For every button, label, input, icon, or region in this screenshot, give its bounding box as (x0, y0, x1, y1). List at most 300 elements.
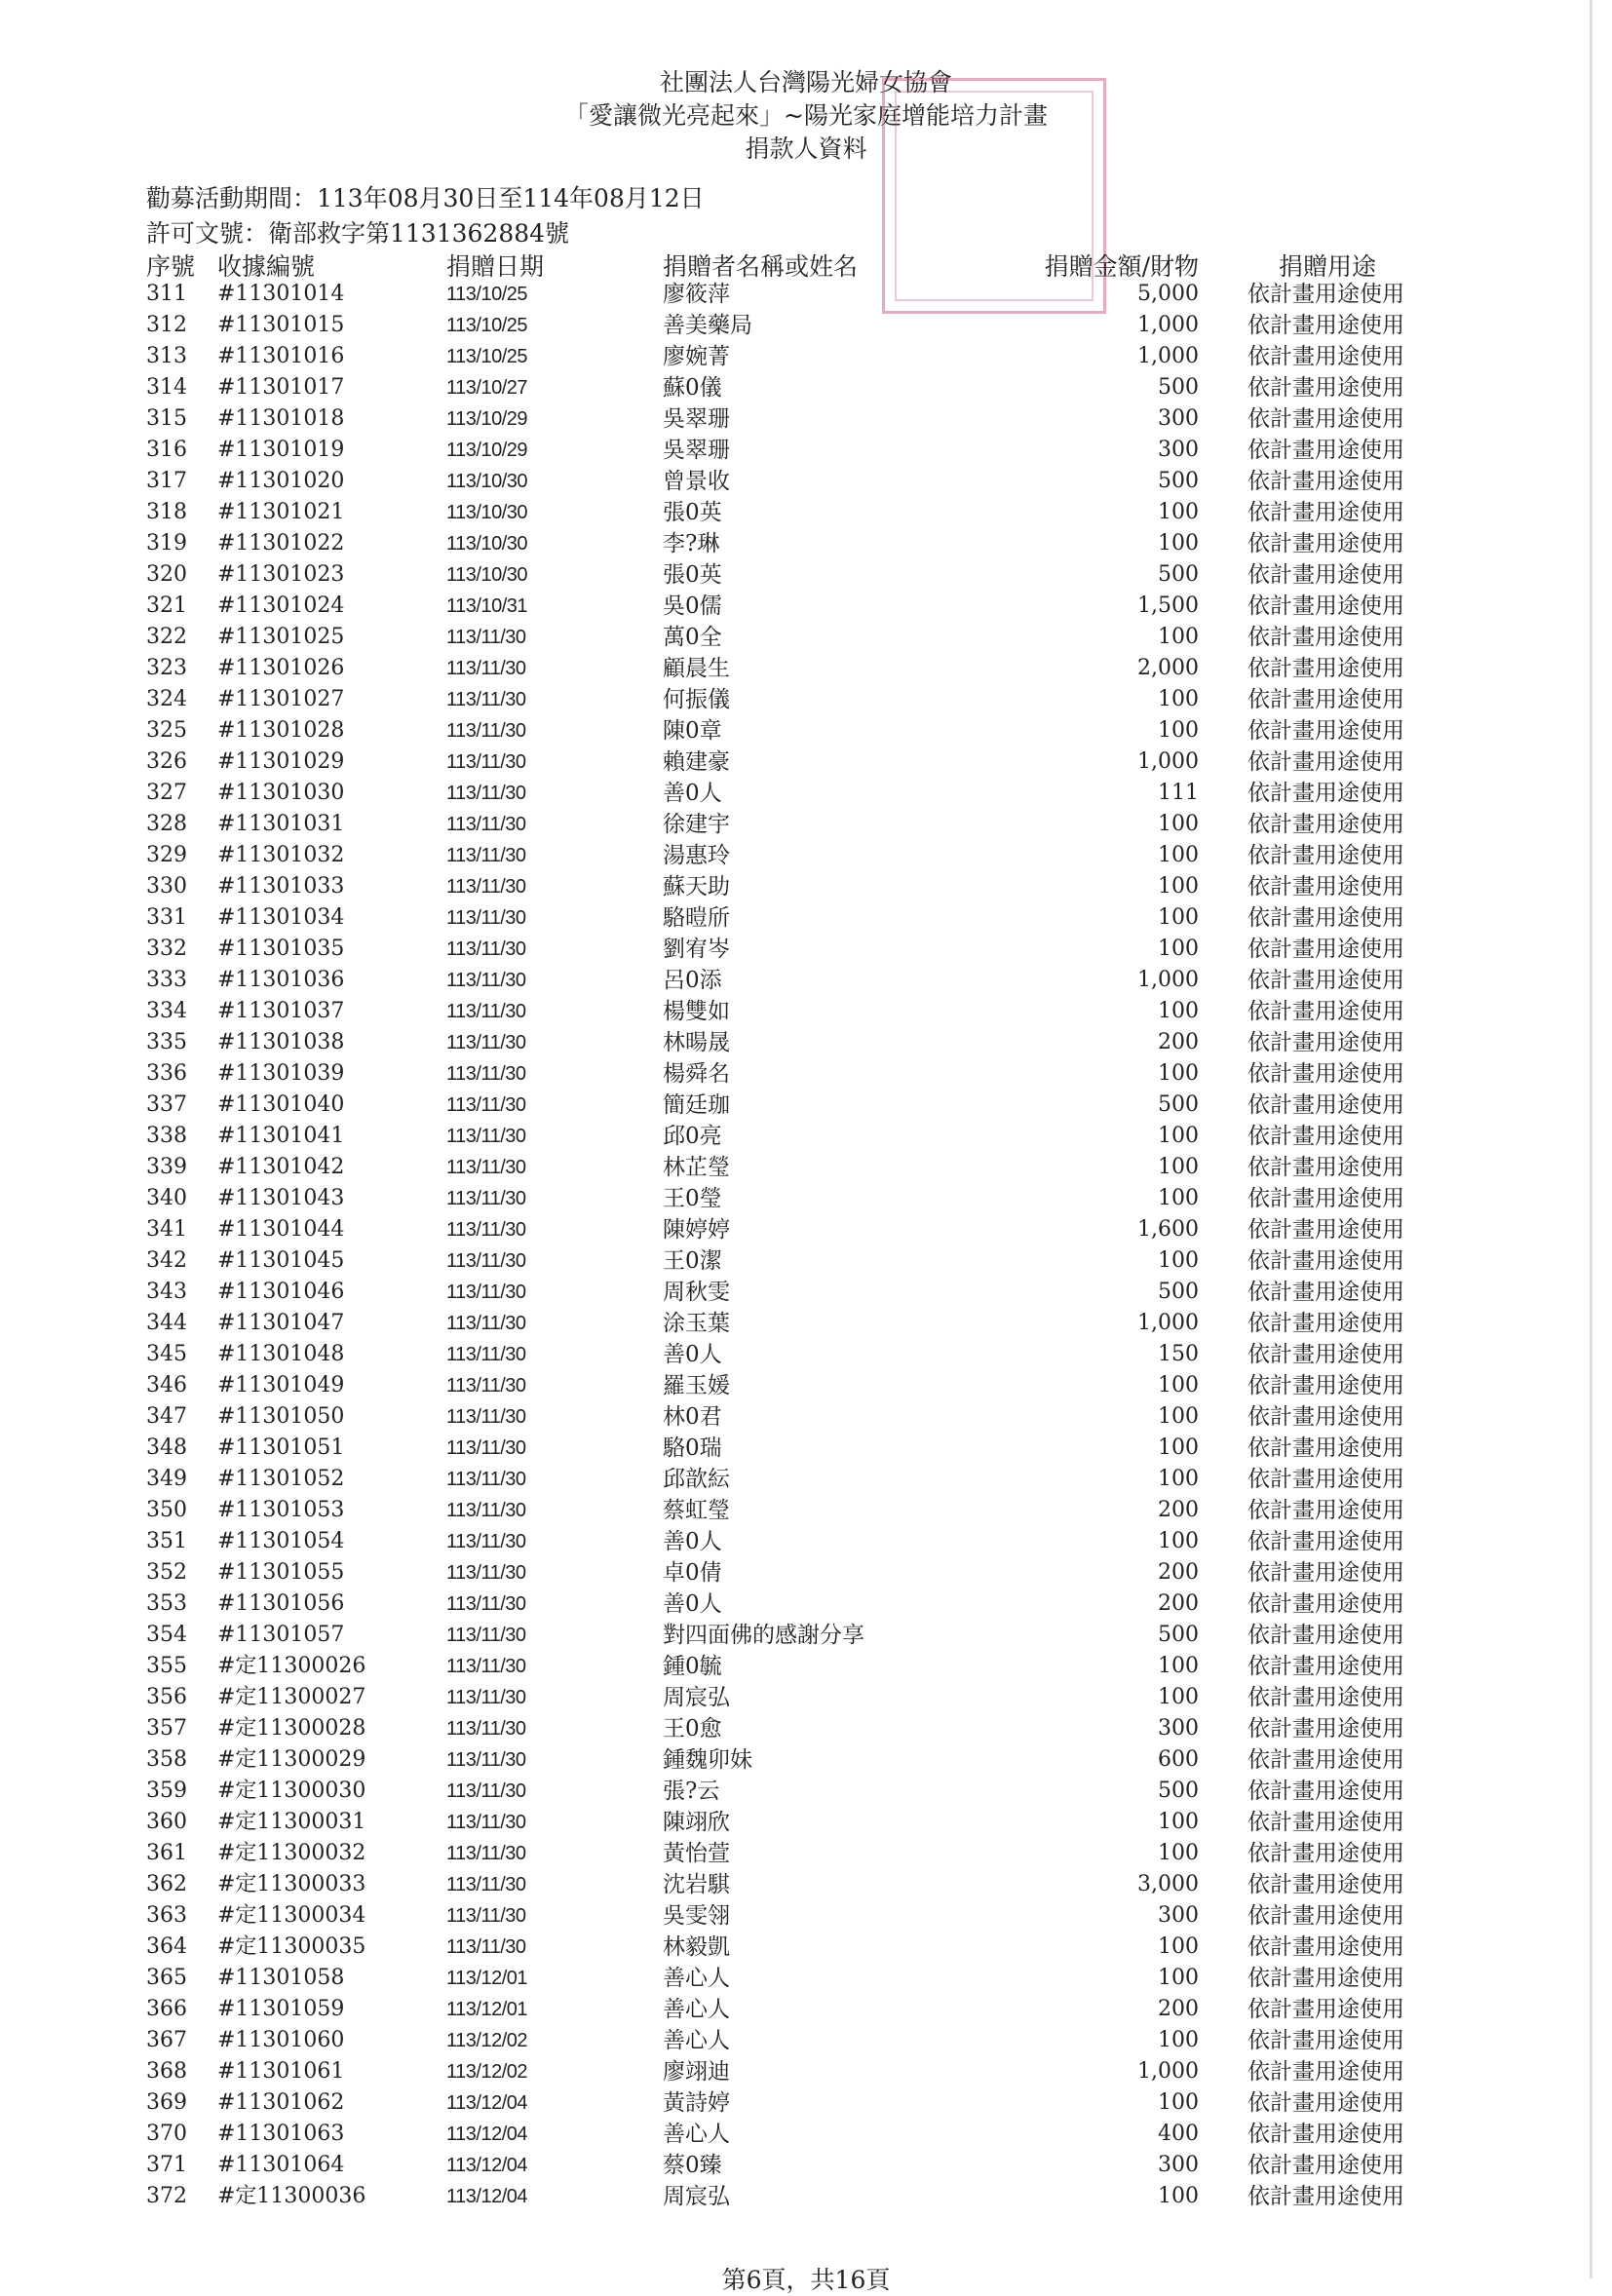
row-seq: 348 (146, 1435, 187, 1460)
table-row (0, 466, 1612, 497)
row-seq: 351 (146, 1529, 187, 1553)
row-purpose: 依計畫用途使用 (1247, 1435, 1404, 1461)
row-receipt: #11301015 (217, 313, 345, 337)
row-purpose: 依計畫用途使用 (1247, 469, 1404, 494)
row-purpose: 依計畫用途使用 (1247, 531, 1404, 556)
row-seq: 343 (146, 1280, 187, 1304)
row-donor: 羅玉媛 (663, 1373, 730, 1398)
row-donor: 王0愈 (663, 1716, 722, 1741)
table-row (0, 1308, 1612, 1339)
row-seq: 356 (146, 1685, 187, 1709)
row-receipt: #11301063 (217, 2122, 345, 2146)
table-row (0, 1401, 1612, 1433)
row-donor: 萬0全 (663, 625, 722, 650)
row-amount: 100 (1158, 843, 1199, 867)
row-date: 113/12/02 (446, 2030, 527, 2051)
row-date: 113/10/30 (446, 502, 527, 523)
row-amount: 100 (1158, 1186, 1199, 1210)
row-donor: 善心人 (663, 2028, 730, 2053)
row-amount: 100 (1158, 1248, 1199, 1273)
row-donor: 陳翊欣 (663, 1810, 730, 1835)
row-amount: 5,000 (1137, 282, 1199, 306)
row-date: 113/12/01 (446, 1968, 527, 1989)
row-donor: 蘇0儀 (663, 375, 722, 401)
row-donor: 善0人 (663, 781, 722, 806)
row-donor: 沈岩騏 (663, 1872, 730, 1897)
row-amount: 100 (1158, 1404, 1199, 1429)
row-amount: 100 (1158, 1061, 1199, 1086)
row-amount: 100 (1158, 812, 1199, 836)
row-date: 113/11/30 (446, 1032, 526, 1053)
row-receipt: #11301031 (217, 812, 345, 836)
row-donor: 對四面佛的感謝分享 (663, 1623, 864, 1648)
row-purpose: 依計畫用途使用 (1247, 1779, 1404, 1804)
row-purpose: 依計畫用途使用 (1247, 1591, 1404, 1617)
row-date: 113/11/30 (446, 938, 526, 960)
row-date: 113/11/30 (446, 1562, 526, 1584)
row-seq: 320 (146, 562, 187, 587)
row-amount: 500 (1158, 469, 1199, 493)
row-amount: 3,000 (1137, 1872, 1199, 1896)
row-seq: 328 (146, 812, 187, 836)
row-purpose: 依計畫用途使用 (1247, 905, 1404, 931)
table-row (0, 778, 1612, 809)
row-donor: 林毅凱 (663, 1934, 730, 1960)
row-seq: 367 (146, 2028, 187, 2052)
row-purpose: 依計畫用途使用 (1247, 1529, 1404, 1554)
row-receipt: #11301037 (217, 999, 345, 1023)
row-seq: 360 (146, 1810, 187, 1834)
row-date: 113/11/30 (446, 1656, 526, 1677)
row-receipt: #11301052 (217, 1467, 345, 1491)
row-donor: 何振儀 (663, 687, 730, 712)
row-date: 113/12/02 (446, 2061, 527, 2083)
row-receipt: #11301053 (217, 1498, 345, 1522)
row-seq: 329 (146, 843, 187, 867)
row-seq: 334 (146, 999, 187, 1023)
row-donor: 呂0添 (663, 968, 722, 993)
row-purpose: 依計畫用途使用 (1247, 1467, 1404, 1492)
row-seq: 342 (146, 1248, 187, 1273)
table-row (0, 1058, 1612, 1090)
row-date: 113/11/30 (446, 1344, 526, 1365)
table-row (0, 622, 1612, 653)
row-purpose: 依計畫用途使用 (1247, 344, 1404, 369)
row-purpose: 依計畫用途使用 (1247, 968, 1404, 993)
row-date: 113/10/30 (446, 564, 527, 586)
table-row (0, 1557, 1612, 1588)
row-donor: 蔡虹瑩 (663, 1498, 730, 1523)
row-amount: 100 (1158, 1467, 1199, 1491)
table-row (0, 372, 1612, 403)
table-row (0, 1152, 1612, 1183)
row-purpose: 依計畫用途使用 (1247, 1747, 1404, 1773)
row-purpose: 依計畫用途使用 (1247, 1623, 1404, 1648)
row-seq: 318 (146, 500, 187, 524)
table-row (0, 715, 1612, 746)
row-amount: 300 (1158, 438, 1199, 462)
row-amount: 100 (1158, 1435, 1199, 1460)
row-date: 113/11/30 (446, 814, 526, 835)
row-date: 113/11/30 (446, 1063, 526, 1085)
row-purpose: 依計畫用途使用 (1247, 562, 1404, 588)
table-row (0, 1277, 1612, 1308)
row-seq: 371 (146, 2153, 187, 2177)
row-amount: 100 (1158, 500, 1199, 524)
row-date: 113/11/30 (446, 970, 526, 991)
row-date: 113/11/30 (446, 1406, 526, 1428)
table-row (0, 341, 1612, 372)
row-purpose: 依計畫用途使用 (1247, 1373, 1404, 1398)
row-amount: 1,500 (1137, 593, 1199, 618)
header-donor: 捐贈者名稱或姓名 (663, 252, 859, 281)
row-amount: 500 (1158, 562, 1199, 587)
row-donor: 賴建豪 (663, 749, 730, 775)
row-seq: 355 (146, 1654, 187, 1678)
table-row (0, 1495, 1612, 1526)
row-date: 113/11/30 (446, 1437, 526, 1459)
row-purpose: 依計畫用途使用 (1247, 1217, 1404, 1243)
row-seq: 341 (146, 1217, 187, 1242)
row-date: 113/12/04 (446, 2186, 527, 2207)
table-row (0, 871, 1612, 902)
row-seq: 347 (146, 1404, 187, 1429)
row-receipt: #11301050 (217, 1404, 345, 1429)
row-seq: 324 (146, 687, 187, 711)
row-donor: 徐建宇 (663, 812, 730, 837)
row-donor: 楊雙如 (663, 999, 730, 1024)
row-amount: 1,600 (1137, 1217, 1199, 1242)
row-purpose: 依計畫用途使用 (1247, 1810, 1404, 1835)
row-seq: 350 (146, 1498, 187, 1522)
row-purpose: 依計畫用途使用 (1247, 718, 1404, 744)
row-seq: 345 (146, 1342, 187, 1366)
row-purpose: 依計畫用途使用 (1247, 1186, 1404, 1211)
row-seq: 358 (146, 1747, 187, 1772)
row-amount: 100 (1158, 1155, 1199, 1179)
row-date: 113/10/31 (446, 595, 527, 617)
row-receipt: #定11300031 (217, 1810, 366, 1834)
row-seq: 313 (146, 344, 187, 368)
row-seq: 370 (146, 2122, 187, 2146)
row-receipt: #11301054 (217, 1529, 345, 1553)
row-receipt: #11301044 (217, 1217, 345, 1242)
table-row (0, 684, 1612, 715)
table-row (0, 1526, 1612, 1557)
table-row (0, 1682, 1612, 1713)
row-date: 113/11/30 (446, 783, 526, 804)
row-receipt: #11301056 (217, 1591, 345, 1616)
org-name: 社團法人台灣陽光婦女協會 (659, 68, 952, 96)
row-receipt: #11301048 (217, 1342, 345, 1366)
row-receipt: #11301016 (217, 344, 345, 368)
row-donor: 蘇天助 (663, 874, 730, 899)
row-receipt: #11301060 (217, 2028, 345, 2052)
row-purpose: 依計畫用途使用 (1247, 438, 1404, 463)
row-donor: 王0瑩 (663, 1186, 722, 1211)
row-receipt: #11301059 (217, 1997, 345, 2021)
row-date: 113/11/30 (446, 1469, 526, 1490)
row-amount: 100 (1158, 1810, 1199, 1834)
row-amount: 100 (1158, 687, 1199, 711)
row-seq: 337 (146, 1092, 187, 1117)
table-row (0, 809, 1612, 840)
row-receipt: #定11300030 (217, 1779, 366, 1803)
table-row (0, 1807, 1612, 1838)
row-date: 113/11/30 (446, 845, 526, 866)
row-purpose: 依計畫用途使用 (1247, 1092, 1404, 1118)
row-donor: 林0君 (663, 1404, 722, 1430)
row-purpose: 依計畫用途使用 (1247, 1311, 1404, 1336)
row-purpose: 依計畫用途使用 (1247, 2090, 1404, 2116)
row-date: 113/11/30 (446, 1250, 526, 1272)
table-row (0, 528, 1612, 559)
row-receipt: #11301058 (217, 1966, 345, 1990)
row-receipt: #11301062 (217, 2090, 345, 2115)
table-row (0, 1994, 1612, 2025)
row-date: 113/11/30 (446, 1219, 526, 1241)
row-donor: 張0英 (663, 562, 722, 588)
row-amount: 150 (1158, 1342, 1199, 1366)
row-seq: 333 (146, 968, 187, 992)
table-row (0, 2181, 1612, 2212)
row-donor: 周宸弘 (663, 1685, 730, 1710)
row-date: 113/11/30 (446, 689, 526, 710)
row-donor: 廖筱萍 (663, 282, 730, 307)
row-purpose: 依計畫用途使用 (1247, 781, 1404, 806)
row-date: 113/12/01 (446, 1999, 527, 2020)
row-purpose: 依計畫用途使用 (1247, 1155, 1404, 1180)
row-receipt: #11301057 (217, 1623, 345, 1647)
row-receipt: #11301046 (217, 1280, 345, 1304)
row-seq: 372 (146, 2184, 187, 2208)
row-purpose: 依計畫用途使用 (1247, 500, 1404, 525)
row-receipt: #11301049 (217, 1373, 345, 1397)
row-amount: 100 (1158, 1654, 1199, 1678)
table-row (0, 1620, 1612, 1651)
table-row (0, 2087, 1612, 2119)
row-date: 113/11/30 (446, 751, 526, 773)
row-purpose: 依計畫用途使用 (1247, 1342, 1404, 1367)
row-seq: 330 (146, 874, 187, 899)
row-seq: 363 (146, 1903, 187, 1928)
row-date: 113/10/25 (446, 346, 527, 367)
row-receipt: #11301018 (217, 406, 345, 431)
table-row (0, 1027, 1612, 1058)
row-amount: 100 (1158, 718, 1199, 743)
table-row (0, 1183, 1612, 1214)
row-amount: 300 (1158, 1903, 1199, 1928)
row-seq: 349 (146, 1467, 187, 1491)
table-row (0, 497, 1612, 528)
row-donor: 蔡0臻 (663, 2153, 722, 2178)
row-receipt: #11301040 (217, 1092, 345, 1117)
row-donor: 廖婉菁 (663, 344, 730, 369)
row-seq: 312 (146, 313, 187, 337)
row-amount: 200 (1158, 1498, 1199, 1522)
table-row (0, 1776, 1612, 1807)
row-donor: 楊舜名 (663, 1061, 730, 1087)
row-donor: 廖翊迪 (663, 2059, 730, 2085)
row-purpose: 依計畫用途使用 (1247, 1061, 1404, 1087)
row-receipt: #11301022 (217, 531, 345, 555)
table-row (0, 965, 1612, 996)
row-amount: 100 (1158, 999, 1199, 1023)
table-row (0, 1588, 1612, 1620)
row-seq: 336 (146, 1061, 187, 1086)
table-row (0, 1433, 1612, 1464)
row-date: 113/10/27 (446, 377, 527, 399)
row-seq: 362 (146, 1872, 187, 1896)
row-amount: 1,000 (1137, 968, 1199, 992)
row-seq: 321 (146, 593, 187, 618)
row-amount: 200 (1158, 1030, 1199, 1054)
row-donor: 簡廷珈 (663, 1092, 730, 1118)
table-row (0, 934, 1612, 965)
row-date: 113/11/30 (446, 1780, 526, 1802)
row-receipt: #11301014 (217, 282, 345, 306)
row-purpose: 依計畫用途使用 (1247, 2028, 1404, 2053)
table-row (0, 1339, 1612, 1370)
header-seq: 序號 (146, 252, 196, 281)
row-donor: 鍾魏卯妹 (663, 1747, 752, 1773)
document-header (0, 66, 1612, 166)
row-date: 113/11/30 (446, 1874, 526, 1895)
table-row (0, 1713, 1612, 1744)
row-purpose: 依計畫用途使用 (1247, 1030, 1404, 1055)
row-donor: 善心人 (663, 1966, 730, 1991)
row-seq: 314 (146, 375, 187, 400)
row-receipt: #11301025 (217, 625, 345, 649)
row-purpose: 依計畫用途使用 (1247, 1841, 1404, 1866)
row-donor: 鍾0毓 (663, 1654, 722, 1679)
row-purpose: 依計畫用途使用 (1247, 1872, 1404, 1897)
row-purpose: 依計畫用途使用 (1247, 1498, 1404, 1523)
row-donor: 駱暟斦 (663, 905, 730, 931)
row-amount: 500 (1158, 375, 1199, 400)
row-purpose: 依計畫用途使用 (1247, 1716, 1404, 1741)
row-donor: 黃怡萱 (663, 1841, 730, 1866)
row-donor: 湯惠玲 (663, 843, 730, 868)
row-purpose: 依計畫用途使用 (1247, 1934, 1404, 1960)
row-receipt: #11301028 (217, 718, 345, 743)
row-donor: 善美藥局 (663, 313, 752, 338)
row-purpose: 依計畫用途使用 (1247, 749, 1404, 775)
row-amount: 100 (1158, 1124, 1199, 1148)
row-date: 113/11/30 (446, 1749, 526, 1771)
table-row (0, 1838, 1612, 1869)
row-receipt: #11301055 (217, 1560, 345, 1585)
row-date: 113/11/30 (446, 1812, 526, 1833)
header-date: 捐贈日期 (446, 252, 545, 281)
row-seq: 327 (146, 781, 187, 805)
row-donor: 黃詩婷 (663, 2090, 730, 2116)
row-seq: 317 (146, 469, 187, 493)
row-receipt: #11301033 (217, 874, 345, 899)
row-donor: 吳翠珊 (663, 406, 730, 432)
table-row (0, 746, 1612, 778)
row-amount: 500 (1158, 1092, 1199, 1117)
row-seq: 331 (146, 905, 187, 930)
table-row (0, 591, 1612, 622)
row-seq: 346 (146, 1373, 187, 1397)
row-seq: 335 (146, 1030, 187, 1054)
row-donor: 吳0儒 (663, 593, 722, 619)
header-purpose: 捐贈用途 (1279, 252, 1377, 281)
row-receipt: #定11300027 (217, 1685, 366, 1709)
row-purpose: 依計畫用途使用 (1247, 1248, 1404, 1274)
row-amount: 500 (1158, 1280, 1199, 1304)
row-seq: 357 (146, 1716, 187, 1741)
row-date: 113/11/30 (446, 658, 526, 679)
row-date: 113/10/30 (446, 533, 527, 555)
row-receipt: #11301030 (217, 781, 345, 805)
row-receipt: #定11300035 (217, 1934, 366, 1959)
row-date: 113/12/04 (446, 2155, 527, 2176)
row-date: 113/11/30 (446, 1718, 526, 1740)
row-seq: 364 (146, 1934, 187, 1959)
row-seq: 352 (146, 1560, 187, 1585)
table-row (0, 310, 1612, 341)
row-seq: 315 (146, 406, 187, 431)
row-donor: 周宸弘 (663, 2184, 730, 2209)
row-donor: 顧晨生 (663, 656, 730, 681)
row-seq: 366 (146, 1997, 187, 2021)
row-purpose: 依計畫用途使用 (1247, 625, 1404, 650)
row-amount: 100 (1158, 1373, 1199, 1397)
row-seq: 326 (146, 749, 187, 774)
row-purpose: 依計畫用途使用 (1247, 2153, 1404, 2178)
row-seq: 365 (146, 1966, 187, 1990)
table-row (0, 902, 1612, 934)
row-date: 113/11/30 (446, 1188, 526, 1209)
row-receipt: #定11300032 (217, 1841, 366, 1865)
row-purpose: 依計畫用途使用 (1247, 656, 1404, 681)
header-receipt: 收據編號 (217, 252, 316, 281)
row-date: 113/11/30 (446, 1905, 526, 1927)
row-purpose: 依計畫用途使用 (1247, 2059, 1404, 2085)
row-receipt: #定11300036 (217, 2184, 366, 2208)
row-amount: 1,000 (1137, 344, 1199, 368)
row-date: 113/11/30 (446, 1375, 526, 1397)
table-row (0, 1932, 1612, 1963)
row-date: 113/11/30 (446, 1843, 526, 1864)
row-donor: 邱0亮 (663, 1124, 722, 1149)
row-amount: 200 (1158, 1560, 1199, 1585)
table-row (0, 1651, 1612, 1682)
table-row (0, 2056, 1612, 2087)
row-amount: 1,000 (1137, 749, 1199, 774)
row-purpose: 依計畫用途使用 (1247, 937, 1404, 962)
row-receipt: #11301038 (217, 1030, 345, 1054)
row-donor: 曾景收 (663, 469, 730, 494)
row-date: 113/11/30 (446, 1157, 526, 1178)
row-amount: 300 (1158, 406, 1199, 431)
row-donor: 周秋雯 (663, 1280, 730, 1305)
table-row (0, 559, 1612, 591)
row-amount: 300 (1158, 1716, 1199, 1741)
row-amount: 1,000 (1137, 313, 1199, 337)
table-row (0, 2119, 1612, 2150)
row-receipt: #定11300028 (217, 1716, 366, 1741)
row-receipt: #定11300033 (217, 1872, 366, 1896)
row-receipt: #11301035 (217, 937, 345, 961)
row-seq: 332 (146, 937, 187, 961)
row-purpose: 依計畫用途使用 (1247, 999, 1404, 1024)
table-header (0, 248, 1612, 279)
row-date: 113/11/30 (446, 876, 526, 898)
table-row (0, 1370, 1612, 1401)
